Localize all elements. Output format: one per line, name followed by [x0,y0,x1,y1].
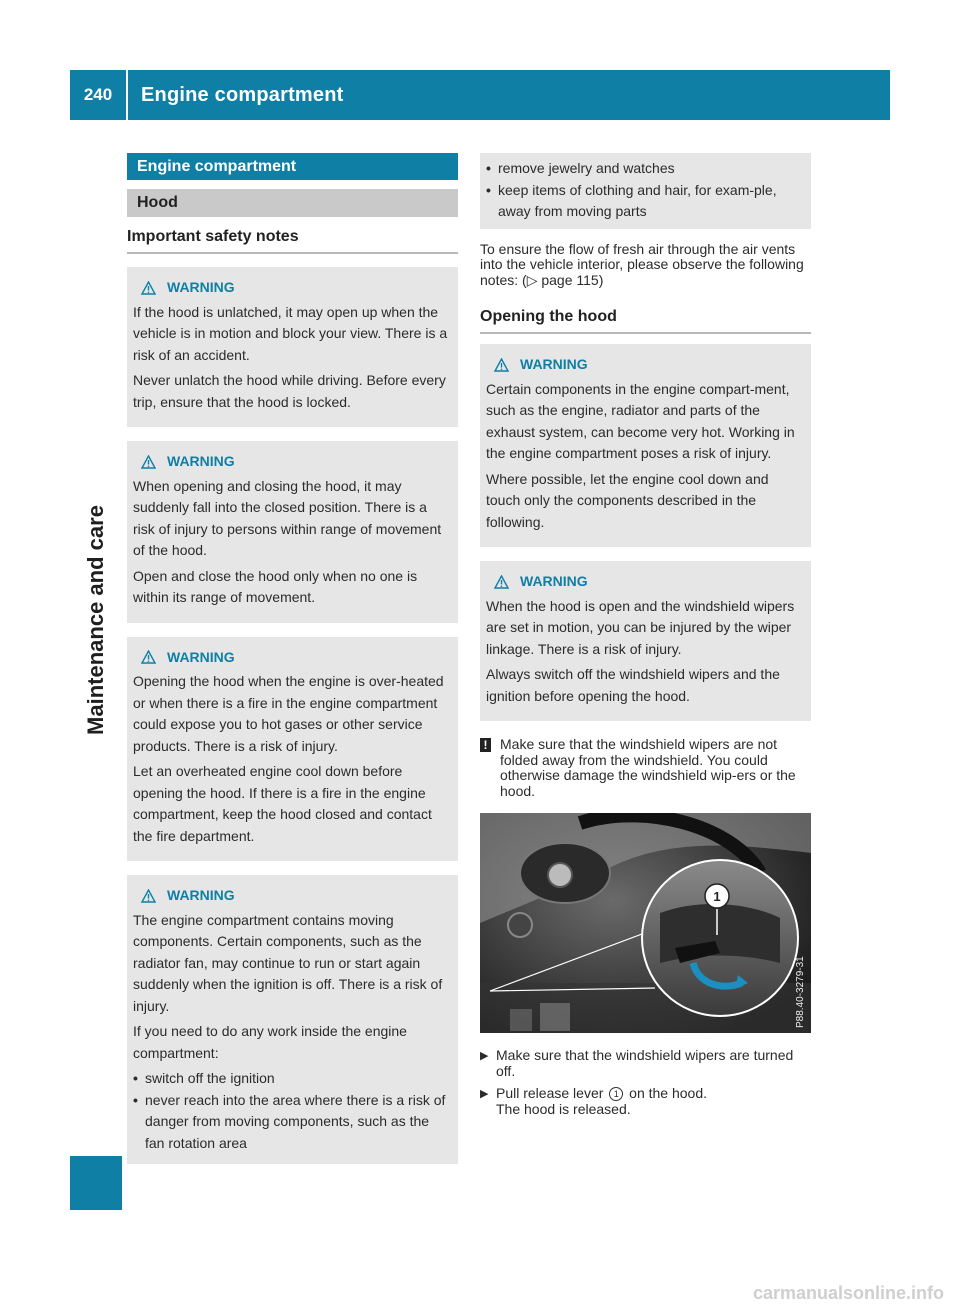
warning-label: WARNING [167,887,235,903]
left-column [127,153,458,1164]
step-arrow-icon: ▶ [480,1050,489,1062]
subsection-title: Hood [127,189,458,217]
instruction-step [480,1047,811,1079]
watermark: carmanualsonline.info [752,1283,944,1303]
warning-box [127,637,458,862]
warning-text: Where possible, let the engine cool down and touch only the components described in the following. [486,470,769,530]
step-text: Pull release lever [496,1085,604,1101]
warning-text: Never unlatch the hood while driving. Before every trip, ensure that the hood is locked. [133,372,446,410]
step-arrow-icon: ▶ [480,1088,489,1100]
warning-box [127,267,458,427]
list-item: • keep items of clothing and hair, for exam-ple, away from moving parts [486,181,777,219]
side-tab-marker [70,1156,122,1210]
warning-text: If you need to do any work inside the engine compartment: [133,1023,407,1061]
step-result: The hood is released. [496,1101,631,1117]
warning-label: WARNING [167,279,235,295]
figure-callout: 1 [713,889,721,904]
warning-triangle-icon [141,650,156,664]
warning-label: WARNING [520,573,588,589]
warning-box [480,561,811,721]
warning-text: Opening the hood when the engine is over-heated or when there is a fire in the engine compartment could expose you to hot gases or other service products. There is a risk of injury. [133,673,444,754]
hood-release-figure [480,813,811,1033]
vent-note: To ensure the flow of fresh air through the air vents into the vehicle interior, please observe the following notes: (▷ page 115) [480,240,804,288]
warning-label: WARNING [520,356,588,372]
warning-box [127,441,458,623]
warning-text: Let an overheated engine cool down before opening the hood. If there is a fire in the engine compartment, keep the hood closed and contact the fire department. [133,763,432,844]
warning-text: If the hood is unlatched, it may open up when the vehicle is in motion and block your view. There is a risk of an accident. [133,303,448,363]
list-item: • switch off the ignition [133,1070,275,1086]
section-title: Engine compartment [127,153,458,180]
warning-text: The engine compartment contains moving components. Certain components, such as the radiator fan, may continue to run or start again suddenly when the ignition is off. There is a risk of injury. [133,911,443,1014]
warning-triangle-icon [141,889,156,903]
warning-triangle-icon [494,575,509,589]
warning-text: When opening and closing the hood, it may suddenly fall into the closed position. There is a risk of injury to persons within range of movement of the hood. [133,477,442,558]
list-item: • remove jewelry and watches [486,160,675,176]
list-item: • never reach into the area where there is a risk of danger from moving components, such as the fan rotation area [133,1091,446,1151]
page-header [70,70,890,120]
header-title: Engine compartment [141,83,344,106]
instruction-step [480,1085,811,1117]
warning-triangle-icon [141,281,156,295]
warning-triangle-icon [141,455,156,469]
figure-code: P88.40-3279-31 [795,956,806,1028]
warning-box-continued [480,153,811,229]
warning-text: Certain components in the engine compart-ment, such as the engine, radiator and parts of the exhaust system, can become very hot. Working in the engine compartment poses a risk of injury. [486,380,795,461]
page-number: 240 [83,85,113,104]
heading-safety-notes: Important safety notes [127,228,458,254]
warning-box [127,875,458,1164]
right-column [480,153,811,1117]
callout-number: 1 [609,1087,623,1101]
caution-note [480,737,811,799]
warning-text: Always switch off the windshield wipers and the ignition before opening the hood. [486,666,780,704]
side-tab-label: Maintenance and care [83,505,108,735]
caution-text: Make sure that the windshield wipers are not folded away from the windshield. You could otherwise damage the windshield wip-ers or the hood. [500,736,796,799]
exclamation-icon: ! [480,738,491,752]
warning-label: WARNING [167,453,235,469]
step-text: on the hood. [629,1085,708,1101]
warning-triangle-icon [494,358,509,372]
heading-opening-hood: Opening the hood [480,308,811,334]
step-text: Make sure that the windshield wipers are turned off. [496,1047,794,1079]
warning-box [480,344,811,547]
warning-text: Open and close the hood only when no one is within its range of movement. [133,567,418,605]
warning-label: WARNING [167,648,235,665]
warning-text: When the hood is open and the windshield wipers are set in motion, you can be injured by the wiper linkage. There is a risk of injury. [486,597,795,657]
hood-release-illustration [480,813,811,1033]
